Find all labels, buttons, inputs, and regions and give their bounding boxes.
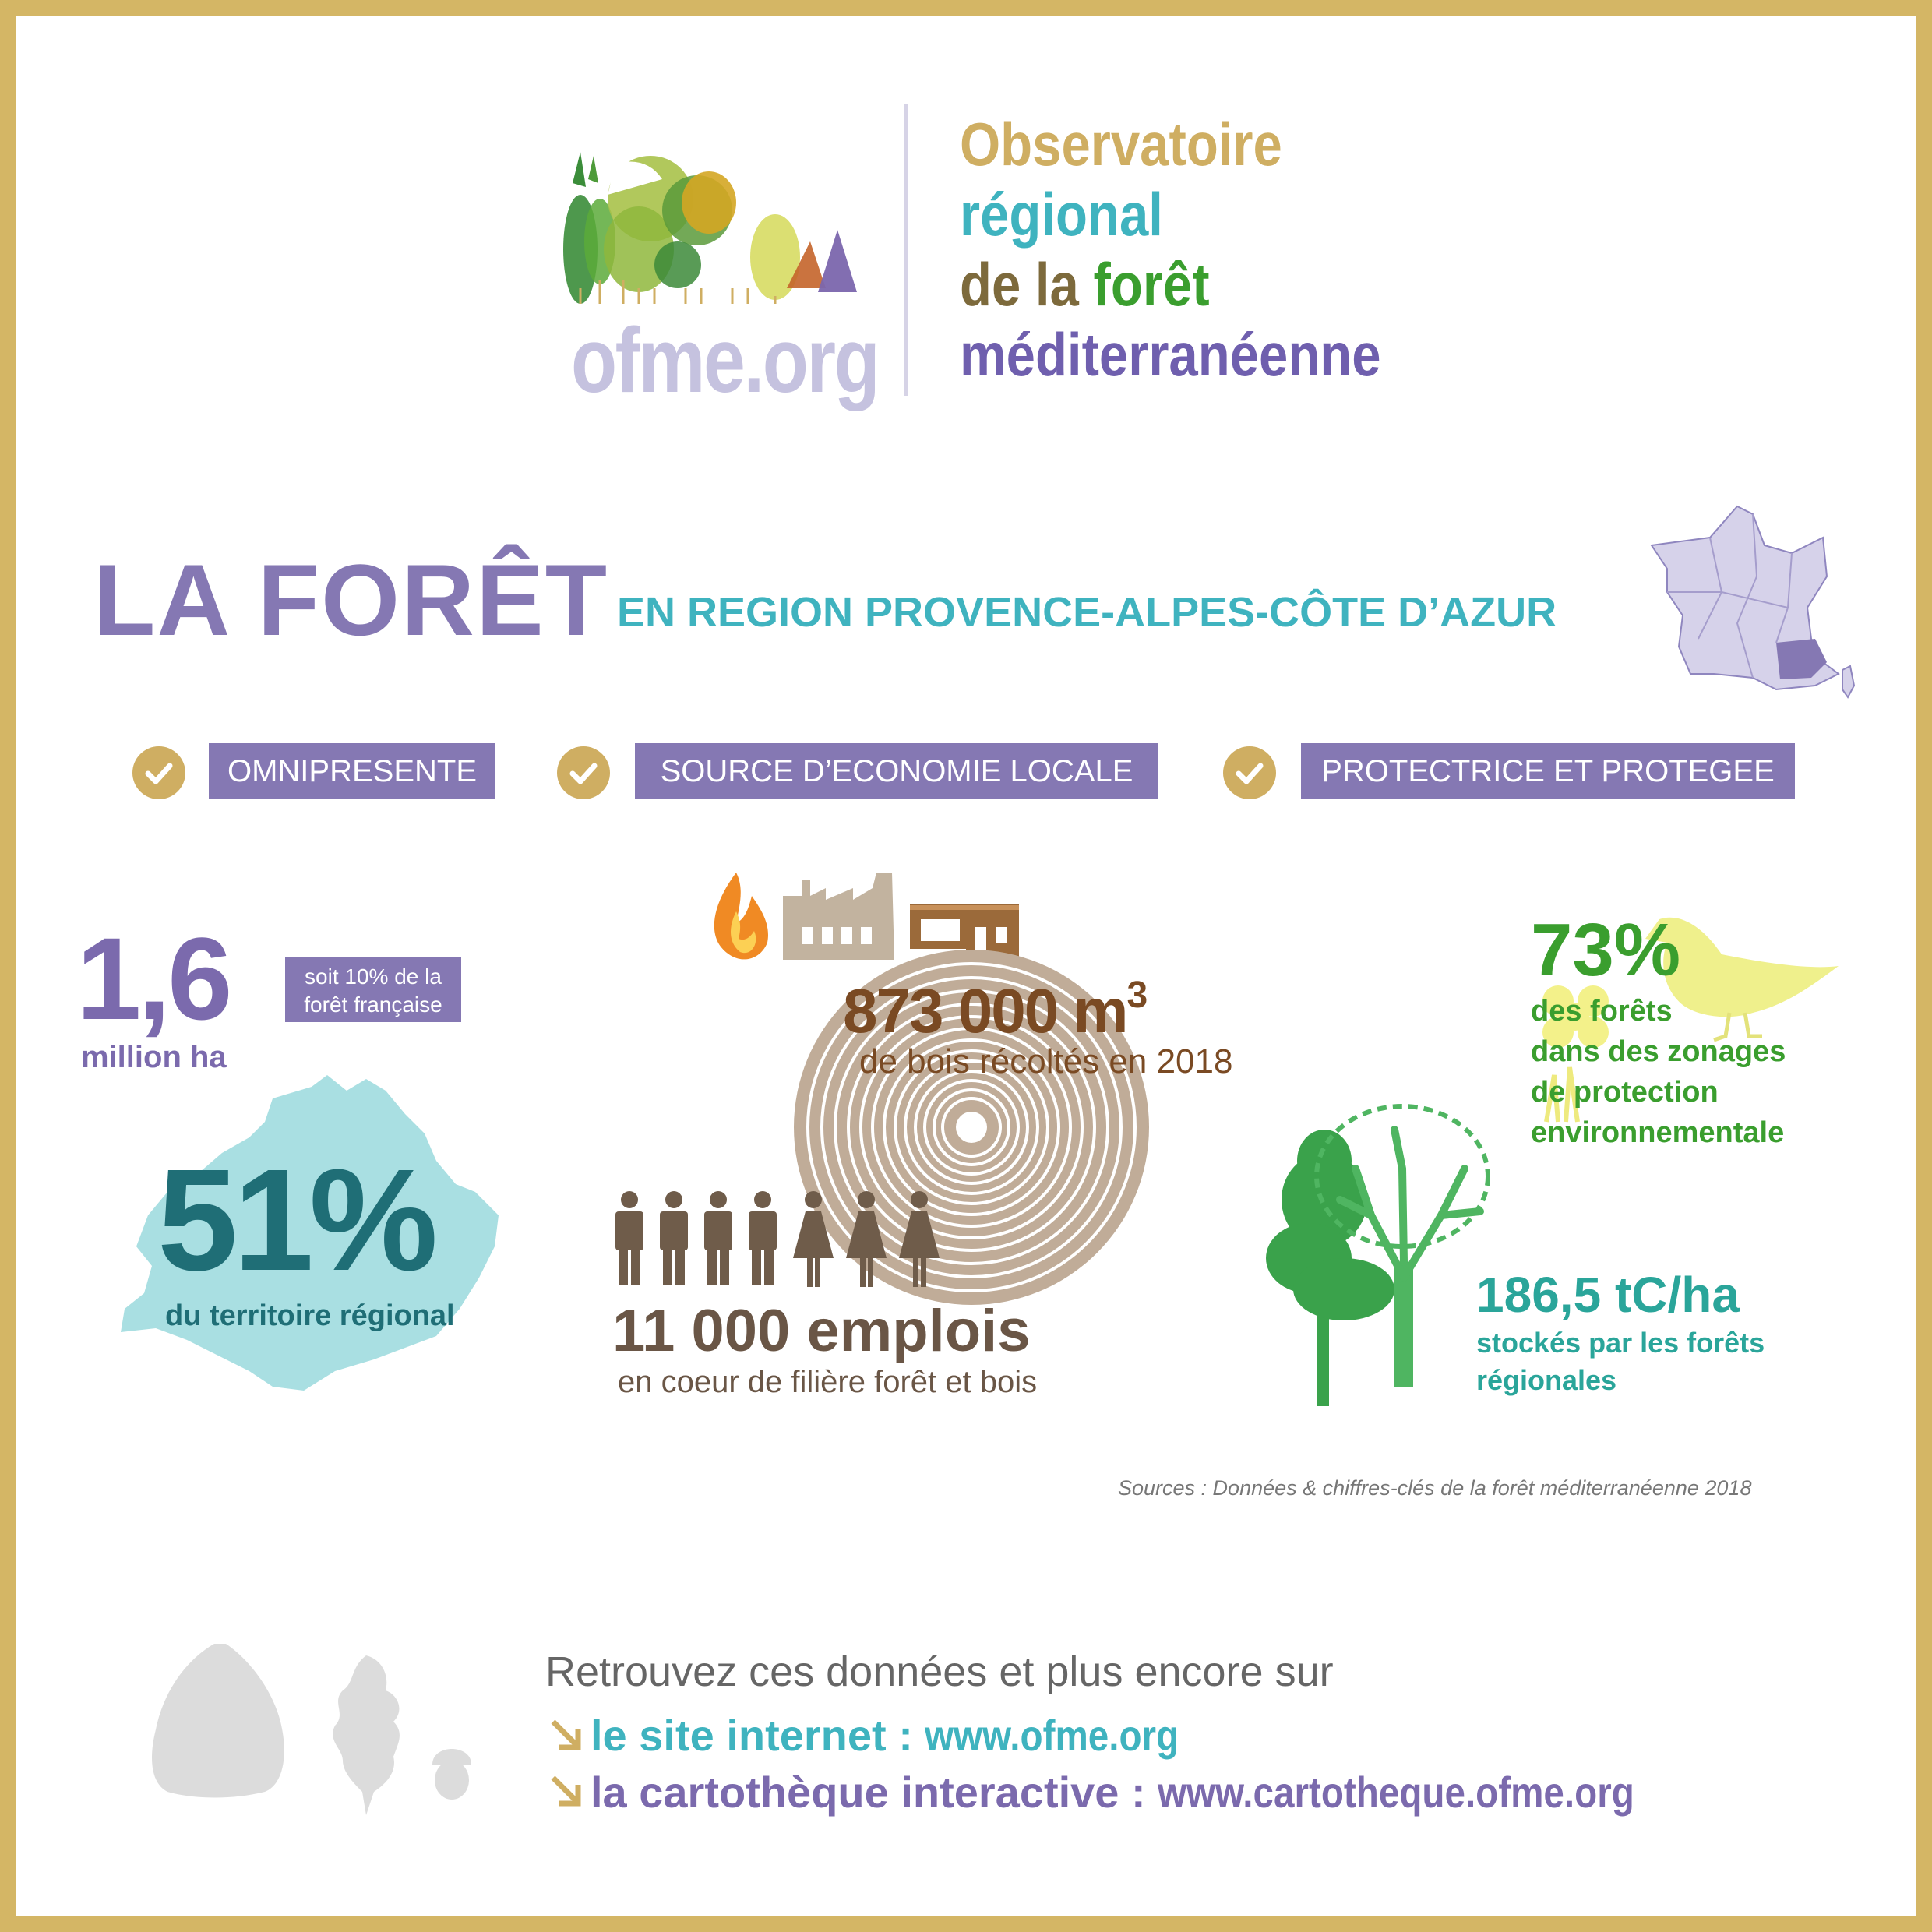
carbon-value: 186,5 tC/ha xyxy=(1476,1267,1740,1323)
wood-value-exponent: 3 xyxy=(1126,975,1147,1016)
territory-label: du territoire régional xyxy=(165,1299,455,1332)
logo-site-name: ofme.org xyxy=(571,309,879,412)
wood-label: de bois récoltés en 2018 xyxy=(859,1042,1233,1081)
france-map-icon xyxy=(1652,506,1854,697)
footer-link-row-1 xyxy=(591,1710,1224,1761)
wood-value xyxy=(843,974,1146,1047)
arrow-icon xyxy=(553,1722,578,1747)
check-icon xyxy=(1223,746,1276,799)
jobs-label: en coeur de filière forêt et bois xyxy=(618,1365,1038,1399)
flame-icon xyxy=(714,873,768,959)
carbon-label xyxy=(1476,1324,1765,1399)
wood-value-number: 873 000 m xyxy=(843,976,1127,1045)
protection-line-3: de protection xyxy=(1531,1076,1719,1109)
sources-note: Sources : Données & chiffres-clés de la forêt méditerranéenne 2018 xyxy=(1118,1476,1752,1500)
footer-link-2-label: la cartothèque interactive : xyxy=(591,1768,1146,1817)
ofme-logo-icon xyxy=(563,152,857,304)
footer-link-1-label: le site internet : xyxy=(591,1711,913,1760)
factory-icon xyxy=(783,873,894,960)
man-icon xyxy=(749,1191,777,1285)
carbon-line-2: régionales xyxy=(1476,1364,1617,1396)
logo-line-4: méditerranéenne xyxy=(960,320,1381,389)
check-icon xyxy=(132,746,185,799)
area-value: 1,6 xyxy=(76,913,230,1044)
acorn-icon xyxy=(432,1749,471,1800)
pillar-economie: SOURCE D’ECONOMIE LOCALE xyxy=(635,743,1158,799)
area-note-line-2: forêt française xyxy=(304,992,442,1017)
site-link[interactable]: www.ofme.org xyxy=(925,1711,1179,1760)
page-title: LA FORÊT xyxy=(93,543,609,657)
area-note-line-1: soit 10% de la xyxy=(305,964,442,989)
carbon-line-1: stockés par les forêts xyxy=(1476,1327,1765,1359)
page-subtitle: EN REGION PROVENCE-ALPES-CÔTE D’AZUR xyxy=(617,589,1557,636)
arrow-icon xyxy=(553,1778,578,1803)
protection-label xyxy=(1531,991,1786,1153)
area-unit: million ha xyxy=(81,1040,227,1074)
pine-cone-icon xyxy=(152,1644,284,1798)
protection-value: 73% xyxy=(1531,908,1681,992)
jobs-value: 11 000 emplois xyxy=(612,1298,1031,1364)
logo-line-3 xyxy=(960,249,1210,320)
logo-line-1: Observatoire xyxy=(960,110,1282,178)
footer-link-row-2 xyxy=(591,1767,1719,1817)
logo-line-3b: forêt xyxy=(1093,250,1210,319)
man-icon xyxy=(615,1191,643,1285)
territory-value: 51% xyxy=(157,1140,434,1301)
pillar-omnipresente: OMNIPRESENTE xyxy=(209,743,495,799)
conifer-tree-icon xyxy=(1266,1130,1394,1406)
man-icon xyxy=(704,1191,732,1285)
protection-line-4: environnementale xyxy=(1531,1116,1785,1149)
pillar-protectrice: PROTECTRICE ET PROTEGEE xyxy=(1301,743,1795,799)
logo-line-3a: de la xyxy=(960,250,1079,319)
footer-intro: Retrouvez ces données et plus encore sur xyxy=(545,1648,1334,1695)
protection-line-1: des forêts xyxy=(1531,995,1673,1028)
area-note xyxy=(285,957,461,1022)
protection-line-2: dans des zonages xyxy=(1531,1035,1786,1068)
logo-separator xyxy=(904,104,908,396)
man-icon xyxy=(660,1191,688,1285)
logo-line-2: régional xyxy=(960,180,1163,249)
oak-leaf-icon xyxy=(333,1655,400,1815)
cartotheque-link[interactable]: www.cartotheque.ofme.org xyxy=(1158,1768,1635,1817)
check-icon xyxy=(557,746,610,799)
